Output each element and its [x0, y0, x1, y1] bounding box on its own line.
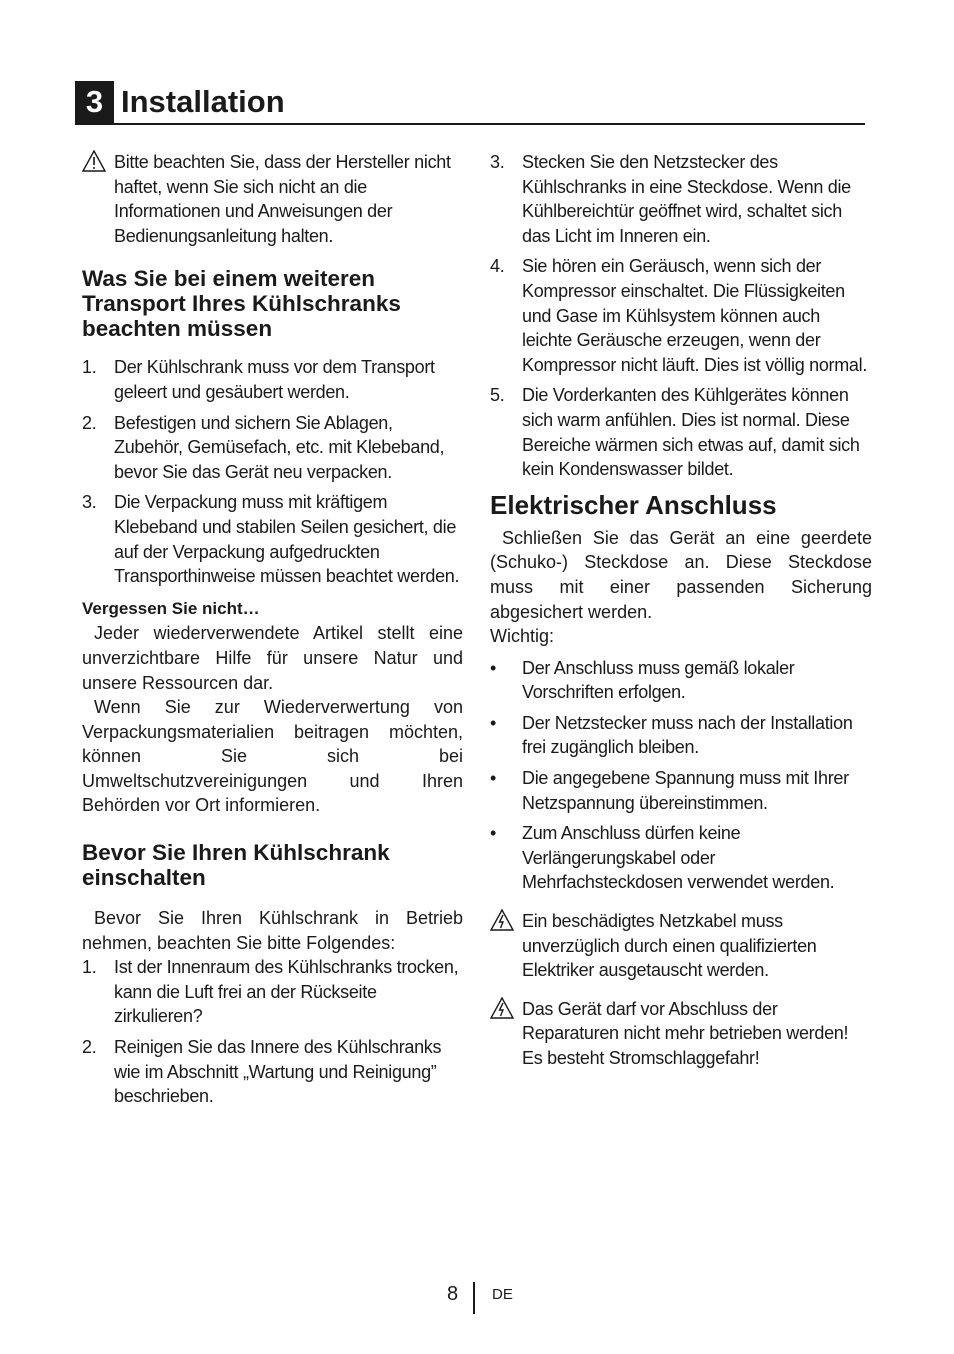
list-item	[490, 766, 872, 815]
right-column	[490, 150, 872, 1081]
page-number: 8	[447, 1283, 459, 1305]
warning-text: Ein beschädigtes Netzkabel muss unverzüglich durch einen qualifizierten Elektriker ausgetauscht werden.	[522, 911, 817, 981]
before-list	[82, 955, 463, 1109]
paragraph-electrical-intro: Schließen Sie das Gerät an eine geerdete (Schuko-) Steckdose an. Diese Steckdose muss mit einer passenden Sicherung abgesichert werden.	[490, 527, 872, 622]
list-marker: 3.	[82, 492, 97, 513]
section-heading-electrical: Elektrischer Anschluss	[490, 489, 777, 520]
section-heading-before: Bevor Sie Ihren Kühlschrank einschalten	[82, 840, 390, 891]
list-item-text: Die Vorderkanten des Kühlgerätes können sich warm anfühlen. Dies ist normal. Diese Bereiche wärmen sich etwas auf, damit sich kein Kondenswasser bildet.	[522, 385, 860, 480]
list-item-text: Der Netzstecker muss nach der Installation frei zugänglich bleiben.	[522, 712, 853, 758]
important-label: Wichtig:	[490, 626, 555, 647]
warning-icon	[490, 997, 514, 1019]
list-item-text: Die angegebene Spannung muss mit Ihrer Netzspannung übereinstimmen.	[522, 768, 849, 813]
left-column	[82, 150, 463, 1115]
language-code: DE	[492, 1286, 513, 1303]
bullet-marker: •	[490, 823, 497, 844]
list-marker: 3.	[490, 152, 505, 172]
list-item	[490, 383, 872, 481]
chapter-header	[75, 81, 865, 125]
list-item	[82, 490, 463, 588]
list-item-text: Die Verpackung muss mit kräftigem Klebeband und stabilen Seilen gesichert, die auf der Verpackung aufgedruckten Transporthinweise müssen beachtet werden.	[114, 492, 460, 587]
warning-electric-shock	[490, 997, 872, 1071]
chapter-title: Installation	[121, 84, 285, 119]
list-item-text: Sie hören ein Geräusch, wenn sich der Kompressor einschaltet. Die Flüssigkeiten und Gase im Kühlsystem können auch leichte Geräusche erzeugen, wenn der Kompressor nicht läuft. Dies ist völlig normal.	[522, 256, 868, 375]
list-item-text: Befestigen und sichern Sie Ablagen, Zubehör, Gemüsefach, etc. mit Klebeband, bevor Sie das Gerät neu verpacken.	[114, 412, 445, 482]
list-marker: 5.	[490, 385, 505, 406]
bullet-marker: •	[490, 657, 497, 678]
list-item	[490, 821, 872, 895]
list-item	[82, 355, 463, 404]
list-marker: 2.	[82, 412, 97, 433]
list-marker: 1.	[82, 357, 97, 378]
list-item-text: Der Anschluss muss gemäß lokaler Vorschriften erfolgen.	[522, 657, 795, 703]
bullet-marker: •	[490, 768, 497, 789]
section-heading-transport: Was Sie bei einem weiteren Transport Ihres Kühlschranks beachten müssen	[82, 266, 401, 342]
list-item	[490, 711, 872, 760]
list-item	[82, 411, 463, 485]
footer-divider	[473, 1282, 475, 1314]
electrical-bullets	[490, 656, 872, 895]
transport-list	[82, 355, 463, 588]
list-item-text: Zum Anschluss dürfen keine Verlängerungskabel oder Mehrfachsteckdosen verwendet werden.	[522, 823, 835, 893]
list-marker: 2.	[82, 1037, 97, 1058]
paragraph-reuse: Jeder wiederverwendete Artikel stellt eine unverzichtbare Hilfe für unsere Natur und unsere Ressourcen dar.	[82, 623, 463, 693]
list-item	[490, 656, 872, 705]
list-item	[82, 1035, 463, 1109]
list-item	[490, 254, 872, 377]
list-item-text: Reinigen Sie das Innere des Kühlschranks wie im Abschnitt „Wartung und Reinigung” beschrieben.	[114, 1037, 442, 1107]
list-item	[490, 150, 872, 248]
warning-power-cable	[490, 909, 872, 983]
paragraph-before-intro: Bevor Sie Ihren Kühlschrank in Betrieb nehmen, beachten Sie bitte Folgendes:	[82, 908, 463, 953]
warning-text: Das Gerät darf vor Abschluss der Reparaturen nicht mehr betrieben werden! Es besteht Stromschlaggefahr!	[522, 998, 849, 1068]
list-item-text: Ist der Innenraum des Kühlschranks trocken, kann die Luft frei an der Rückseite zirkulieren?	[114, 957, 459, 1027]
warning-icon	[82, 150, 106, 172]
list-item-text: Der Kühlschrank muss vor dem Transport geleert und gesäubert werden.	[114, 357, 435, 402]
paragraph-recycling: Wenn Sie zur Wiederverwertung von Verpackungsmaterialien beitragen möchten, können Sie sich bei Umweltschutzvereinigungen und Ihren Behörden vor Ort informieren.	[82, 697, 463, 816]
warning-icon	[490, 909, 514, 931]
list-item	[82, 955, 463, 1029]
subheading-forget: Vergessen Sie nicht…	[82, 598, 260, 618]
continued-list	[490, 150, 872, 482]
list-marker: 4.	[490, 256, 505, 277]
chapter-number: 3	[75, 81, 114, 123]
warning-liability	[82, 150, 463, 248]
warning-text: Bitte beachten Sie, dass der Hersteller nicht haftet, wenn Sie sich nicht an die Informationen und Anweisungen der Bedienungsanleitung halten.	[114, 152, 451, 246]
list-marker: 1.	[82, 957, 97, 978]
list-item-text: Stecken Sie den Netzstecker des Kühlschranks in eine Steckdose. Wenn die Kühlbereichtür geöffnet wird, schaltet sich das Licht im Inneren ein.	[522, 152, 851, 246]
bullet-marker: •	[490, 712, 497, 733]
